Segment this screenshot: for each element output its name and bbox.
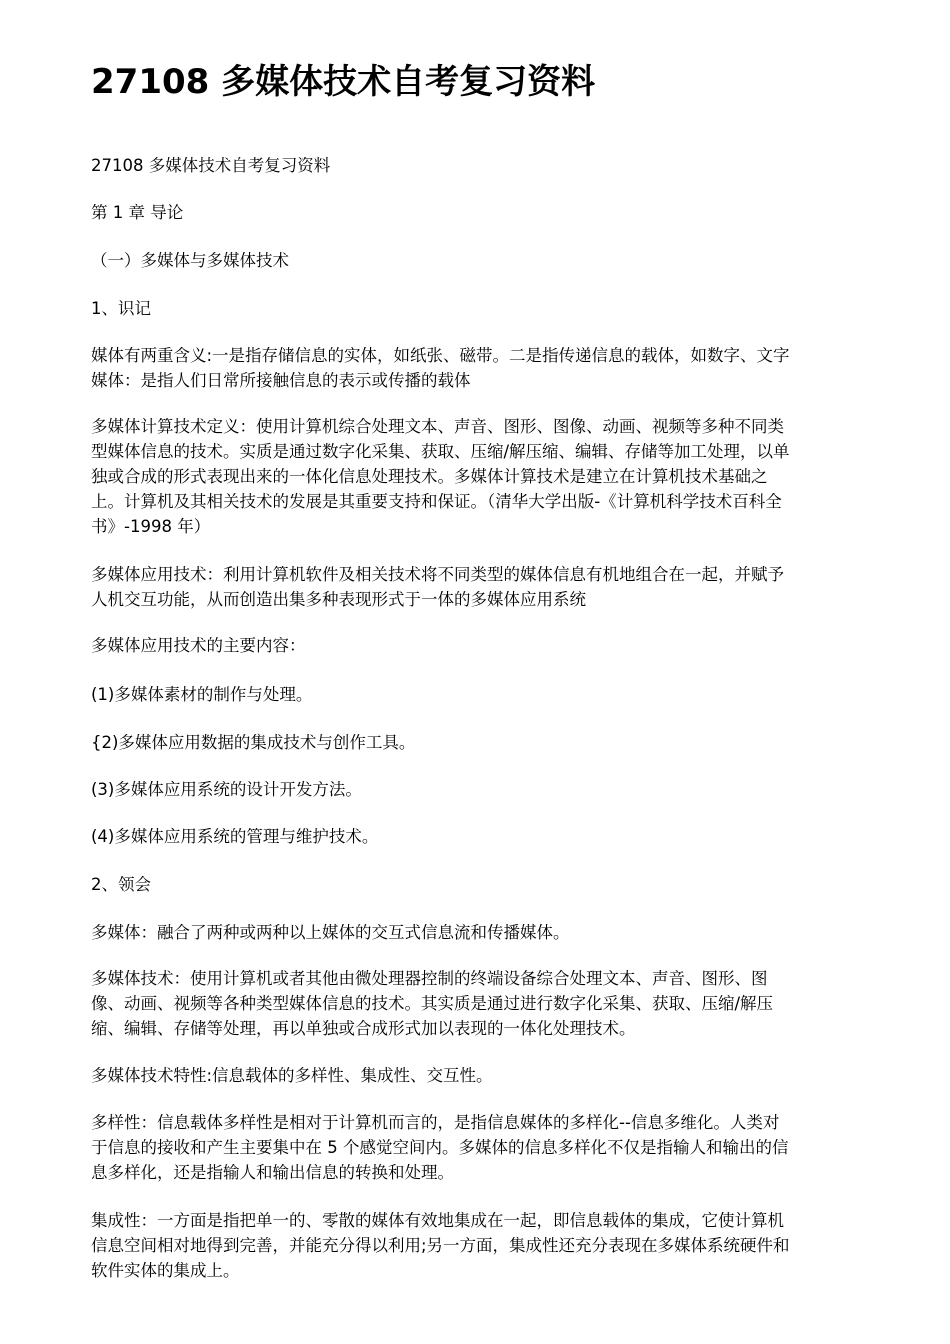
list-item-3: (3)多媒体应用系统的设计开发方法。 [91,780,362,799]
paragraph-multimedia-definition: 多媒体：融合了两种或两种以上媒体的交互式信息流和传播媒体。 [91,923,570,942]
list-item-4: (4)多媒体应用系统的管理与维护技术。 [91,827,379,846]
chapter-heading: 第 1 章 导论 [91,203,184,222]
paragraph-diversity: 多样性：信息载体多样性是相对于计算机而言的，是指信息媒体的多样化--信息多维化。人类对 于信息的接收和产生主要集中在 5 个感觉空间内。多媒体的信息多样化不仅是指输人和输出的信 息多样化，还是指输人和输出信息的转换和处理。 [91,1113,789,1182]
paragraph-main-content-heading: 多媒体应用技术的主要内容： [91,636,306,655]
subsection-heading-understand: 2、领会 [91,875,151,894]
paragraph-multimedia-application-technology: 多媒体应用技术：利用计算机软件及相关技术将不同类型的媒体信息有机地组合在一起，并赋予 人机交互功能，从而创造出集多种表现形式于一体的多媒体应用系统 [91,565,784,609]
document-title: 27108 多媒体技术自考复习资料 [91,62,596,102]
paragraph-multimedia-technology: 多媒体技术：使用计算机或者其他由微处理器控制的终端设备综合处理文本、声音、图形、图 像、动画、视频等各种类型媒体信息的技术。其实质是通过进行数字化采集、获取、压缩/解压 缩、编辑、存储等处理，再以单独或合成形式加以表现的一体化处理技术。 [91,969,774,1038]
subtitle-line: 27108 多媒体技术自考复习资料 [91,156,331,175]
list-item-1: (1)多媒体素材的制作与处理。 [91,685,313,704]
list-item-2: {2)多媒体应用数据的集成技术与创作工具。 [91,733,416,752]
section-heading: （一）多媒体与多媒体技术 [91,251,289,270]
paragraph-technology-features: 多媒体技术特性:信息载体的多样性、集成性、交互性。 [91,1066,493,1085]
paragraph-media-definition: 媒体有两重含义:一是指存储信息的实体，如纸张、磁带。二是指传递信息的载体，如数字、文字 媒体：是指人们日常所接触信息的表示或传播的载体 [91,346,790,390]
paragraph-multimedia-computing-definition: 多媒体计算技术定义：使用计算机综合处理文本、声音、图形、图像、动画、视频等多种不同类 型媒体信息的技术。实质是通过数字化采集、获取、压缩/解压缩、编辑、存储等加工处理，以单 独或合成的形式表现出来的一体化信息处理技术。多媒体计算技术是建立在计算机技术基础之 上。计算机及其相关技术的发展是其重要支持和保证。（清华大学出版-《计算机科学技术百科全 书》-1998 年） [91,417,790,536]
subsection-heading-identify: 1、识记 [91,299,151,318]
paragraph-integration: 集成性：一方面是指把单一的、零散的媒体有效地集成在一起，即信息载体的集成，它使计算机 信息空间相对地得到完善，并能充分得以利用;另一方面，集成性还充分表现在多媒体系统硬件和 软件实体的集成上。 [91,1211,790,1280]
